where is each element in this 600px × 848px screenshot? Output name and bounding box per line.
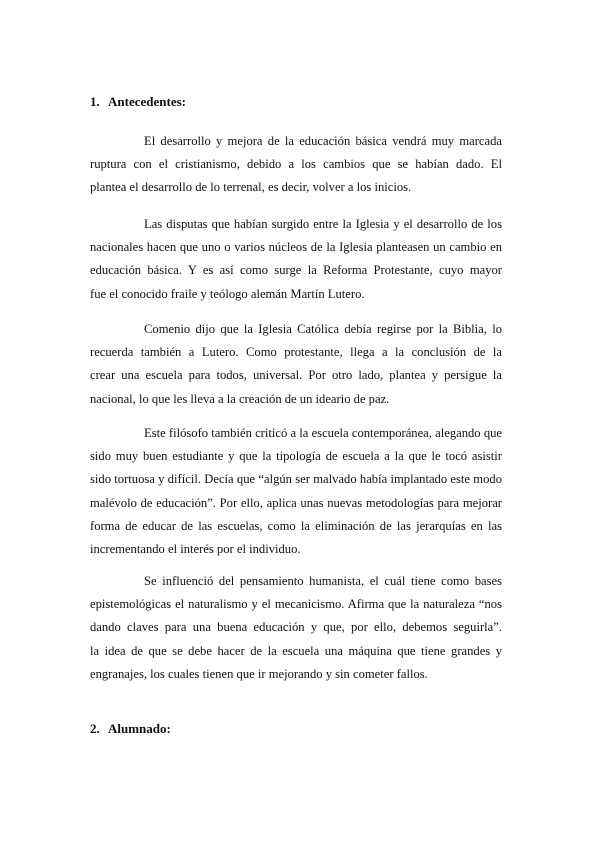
paragraph-line: crear una escuela para todos, universal. Por otro lado, plantea y persigue la [90,368,502,383]
paragraph-line: forma de educar de las escuelas, como la eliminación de las jerarquías en las [90,518,502,533]
section-heading-alumnado [90,721,171,737]
paragraph-line: malévolo de educación”. Por ello, aplica unas nuevas metodologías para mejorar [90,495,502,510]
paragraph-line: fue el conocido fraile y teólogo alemán Martín Lutero. [90,286,365,301]
paragraph-line: Comenio dijo que la Iglesia Católica debía regirse por la Biblia, lo [144,322,502,336]
section-title: Antecedentes: [108,94,186,109]
section-number: 1. [90,94,100,109]
paragraph-line: plantea el desarrollo de lo terrenal, es decir, volver a los inicios. [90,180,412,195]
section-heading-antecedentes [90,94,186,110]
paragraph-line: nacionales hacen que uno o varios núcleos de la Iglesia planteasen un cambio en [90,240,502,255]
paragraph-line: Este filósofo también criticó a la escuela contemporánea, alegando que [144,426,502,440]
paragraph-line: ruptura con el cristianismo, debido a los cambios que se habían dado. El [90,157,502,172]
paragraph-line: dando claves para una buena educación y que, por ello, debemos seguirla”. [90,620,502,635]
paragraph-line: Las disputas que habían surgido entre la Iglesia y el desarrollo de los [144,217,502,231]
paragraph-line: sido muy buen estudiante y que la tipología de escuela a la que le tocó asistir [90,449,502,464]
paragraph-line: recuerda también a Lutero. Como protestante, llega a la conclusión de la [90,345,502,360]
paragraph-line: Se influenció del pensamiento humanista, el cuál tiene como bases [144,574,502,588]
paragraph-line: nacional, lo que les lleva a la creación de un ideario de paz. [90,391,390,406]
paragraph-line: educación básica. Y es así como surge la Reforma Protestante, cuyo mayor [90,263,502,278]
paragraph-4 [90,422,502,561]
paragraph-5 [90,570,502,686]
paragraph-3 [90,318,502,411]
section-title: Alumnado: [108,721,171,736]
paragraph-line: engranajes, los cuales tienen que ir mejorando y sin cometer fallos. [90,666,428,681]
paragraph-line: incrementando el interés por el individuo. [90,541,301,556]
paragraph-2 [90,213,502,306]
paragraph-line: El desarrollo y mejora de la educación básica vendrá muy marcada [144,134,502,148]
paragraph-line: epistemológicas el naturalismo y el mecanicismo. Afirma que la naturaleza “nos [90,597,502,612]
paragraph-line: sido tortuosa y difícil. Decía que “algún ser malvado había implantado este modo [90,472,502,487]
paragraph-1 [90,130,502,200]
paragraph-line: la idea de que se debe hacer de la escuela una máquina que tiene grandes y [90,643,502,658]
section-number: 2. [90,721,100,736]
